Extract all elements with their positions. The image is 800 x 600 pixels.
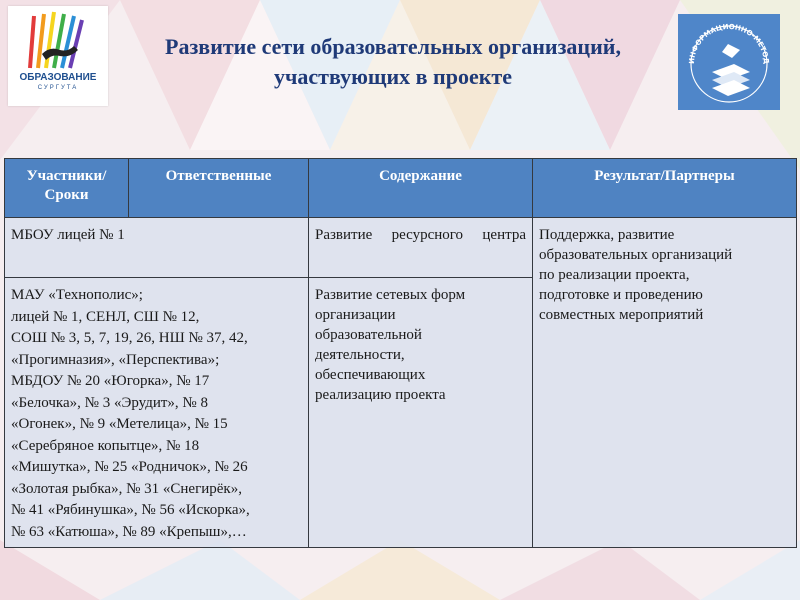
participants-line: «Белочка», № 3 «Эрудит», № 8 bbox=[11, 394, 208, 411]
methodical-center-logo-icon bbox=[678, 14, 780, 110]
participants-line: СОШ № 3, 5, 7, 19, 26, НШ № 37, 42, bbox=[11, 330, 248, 346]
row1-content bbox=[309, 218, 533, 278]
participants-line: лицей № 1, СЕНЛ, СШ № 12, bbox=[11, 308, 200, 325]
content-line: Развитие сетевых форм bbox=[315, 287, 466, 303]
row2-participants bbox=[5, 278, 309, 548]
content-line: организации bbox=[315, 307, 396, 323]
title-line-2: участвующих в проекте bbox=[274, 64, 512, 89]
title-line-1: Развитие сети образовательных организаций, bbox=[165, 34, 621, 59]
participants-line: МАУ «Технополис»; bbox=[11, 287, 143, 303]
participants-line: «Прогимназия», «Перспектива»; bbox=[11, 351, 220, 368]
content-line: деятельности, bbox=[315, 347, 405, 363]
participants-line: «Огонек», № 9 «Метелица», № 15 bbox=[11, 416, 228, 432]
left-logo-wordmark: ОБРАЗОВАНИЕ bbox=[19, 72, 97, 83]
result-line: подготовке и проведению bbox=[539, 287, 703, 303]
row2-content bbox=[309, 278, 533, 548]
right-logo bbox=[678, 14, 780, 110]
result-line: по реализации проекта, bbox=[539, 267, 690, 283]
content-line: реализацию проекта bbox=[315, 387, 446, 403]
table-row bbox=[5, 218, 797, 278]
project-table bbox=[4, 158, 797, 548]
table-header-row bbox=[5, 159, 797, 218]
result-line: совместных мероприятий bbox=[539, 307, 704, 323]
left-logo-subtext: СУРГУТА bbox=[37, 85, 79, 91]
header-responsible: Ответственные bbox=[129, 159, 309, 218]
header-result: Результат/Партнеры bbox=[533, 159, 797, 218]
participants-line: № 63 «Катюша», № 89 «Крепыш»,… bbox=[11, 523, 247, 540]
content-line: образовательной bbox=[315, 327, 422, 343]
participants-line: № 41 «Рябинушка», № 56 «Искорка», bbox=[11, 502, 250, 518]
result-line: Поддержка, развитие bbox=[539, 227, 675, 243]
participants-line: «Мишутка», № 25 «Родничок», № 26 bbox=[11, 459, 248, 475]
participants-line: МБДОУ № 20 «Югорка», № 17 bbox=[11, 373, 210, 389]
row1-content-text: Развитие ресурсного центра bbox=[315, 227, 526, 243]
row1-participants: МБОУ лицей № 1 bbox=[5, 218, 309, 278]
result-cell bbox=[533, 218, 797, 548]
header-participants: Участники/ Сроки bbox=[5, 159, 129, 218]
participants-line: «Серебряное копытце», № 18 bbox=[11, 437, 200, 454]
result-line: образовательных организаций bbox=[539, 247, 733, 263]
left-logo bbox=[8, 6, 108, 106]
content-line: обеспечивающих bbox=[315, 367, 426, 383]
svg-text:ИНФОРМАЦИОННО-МЕТОДИЧЕСКИЙ ЦЕН: ИНФОРМАЦИОННО-МЕТОД bbox=[687, 22, 771, 65]
header-content: Содержание bbox=[309, 159, 533, 218]
page-title bbox=[110, 32, 676, 92]
participants-line: «Золотая рыбка», № 31 «Снегирёк», bbox=[11, 480, 242, 497]
books-logo-icon bbox=[8, 6, 108, 72]
